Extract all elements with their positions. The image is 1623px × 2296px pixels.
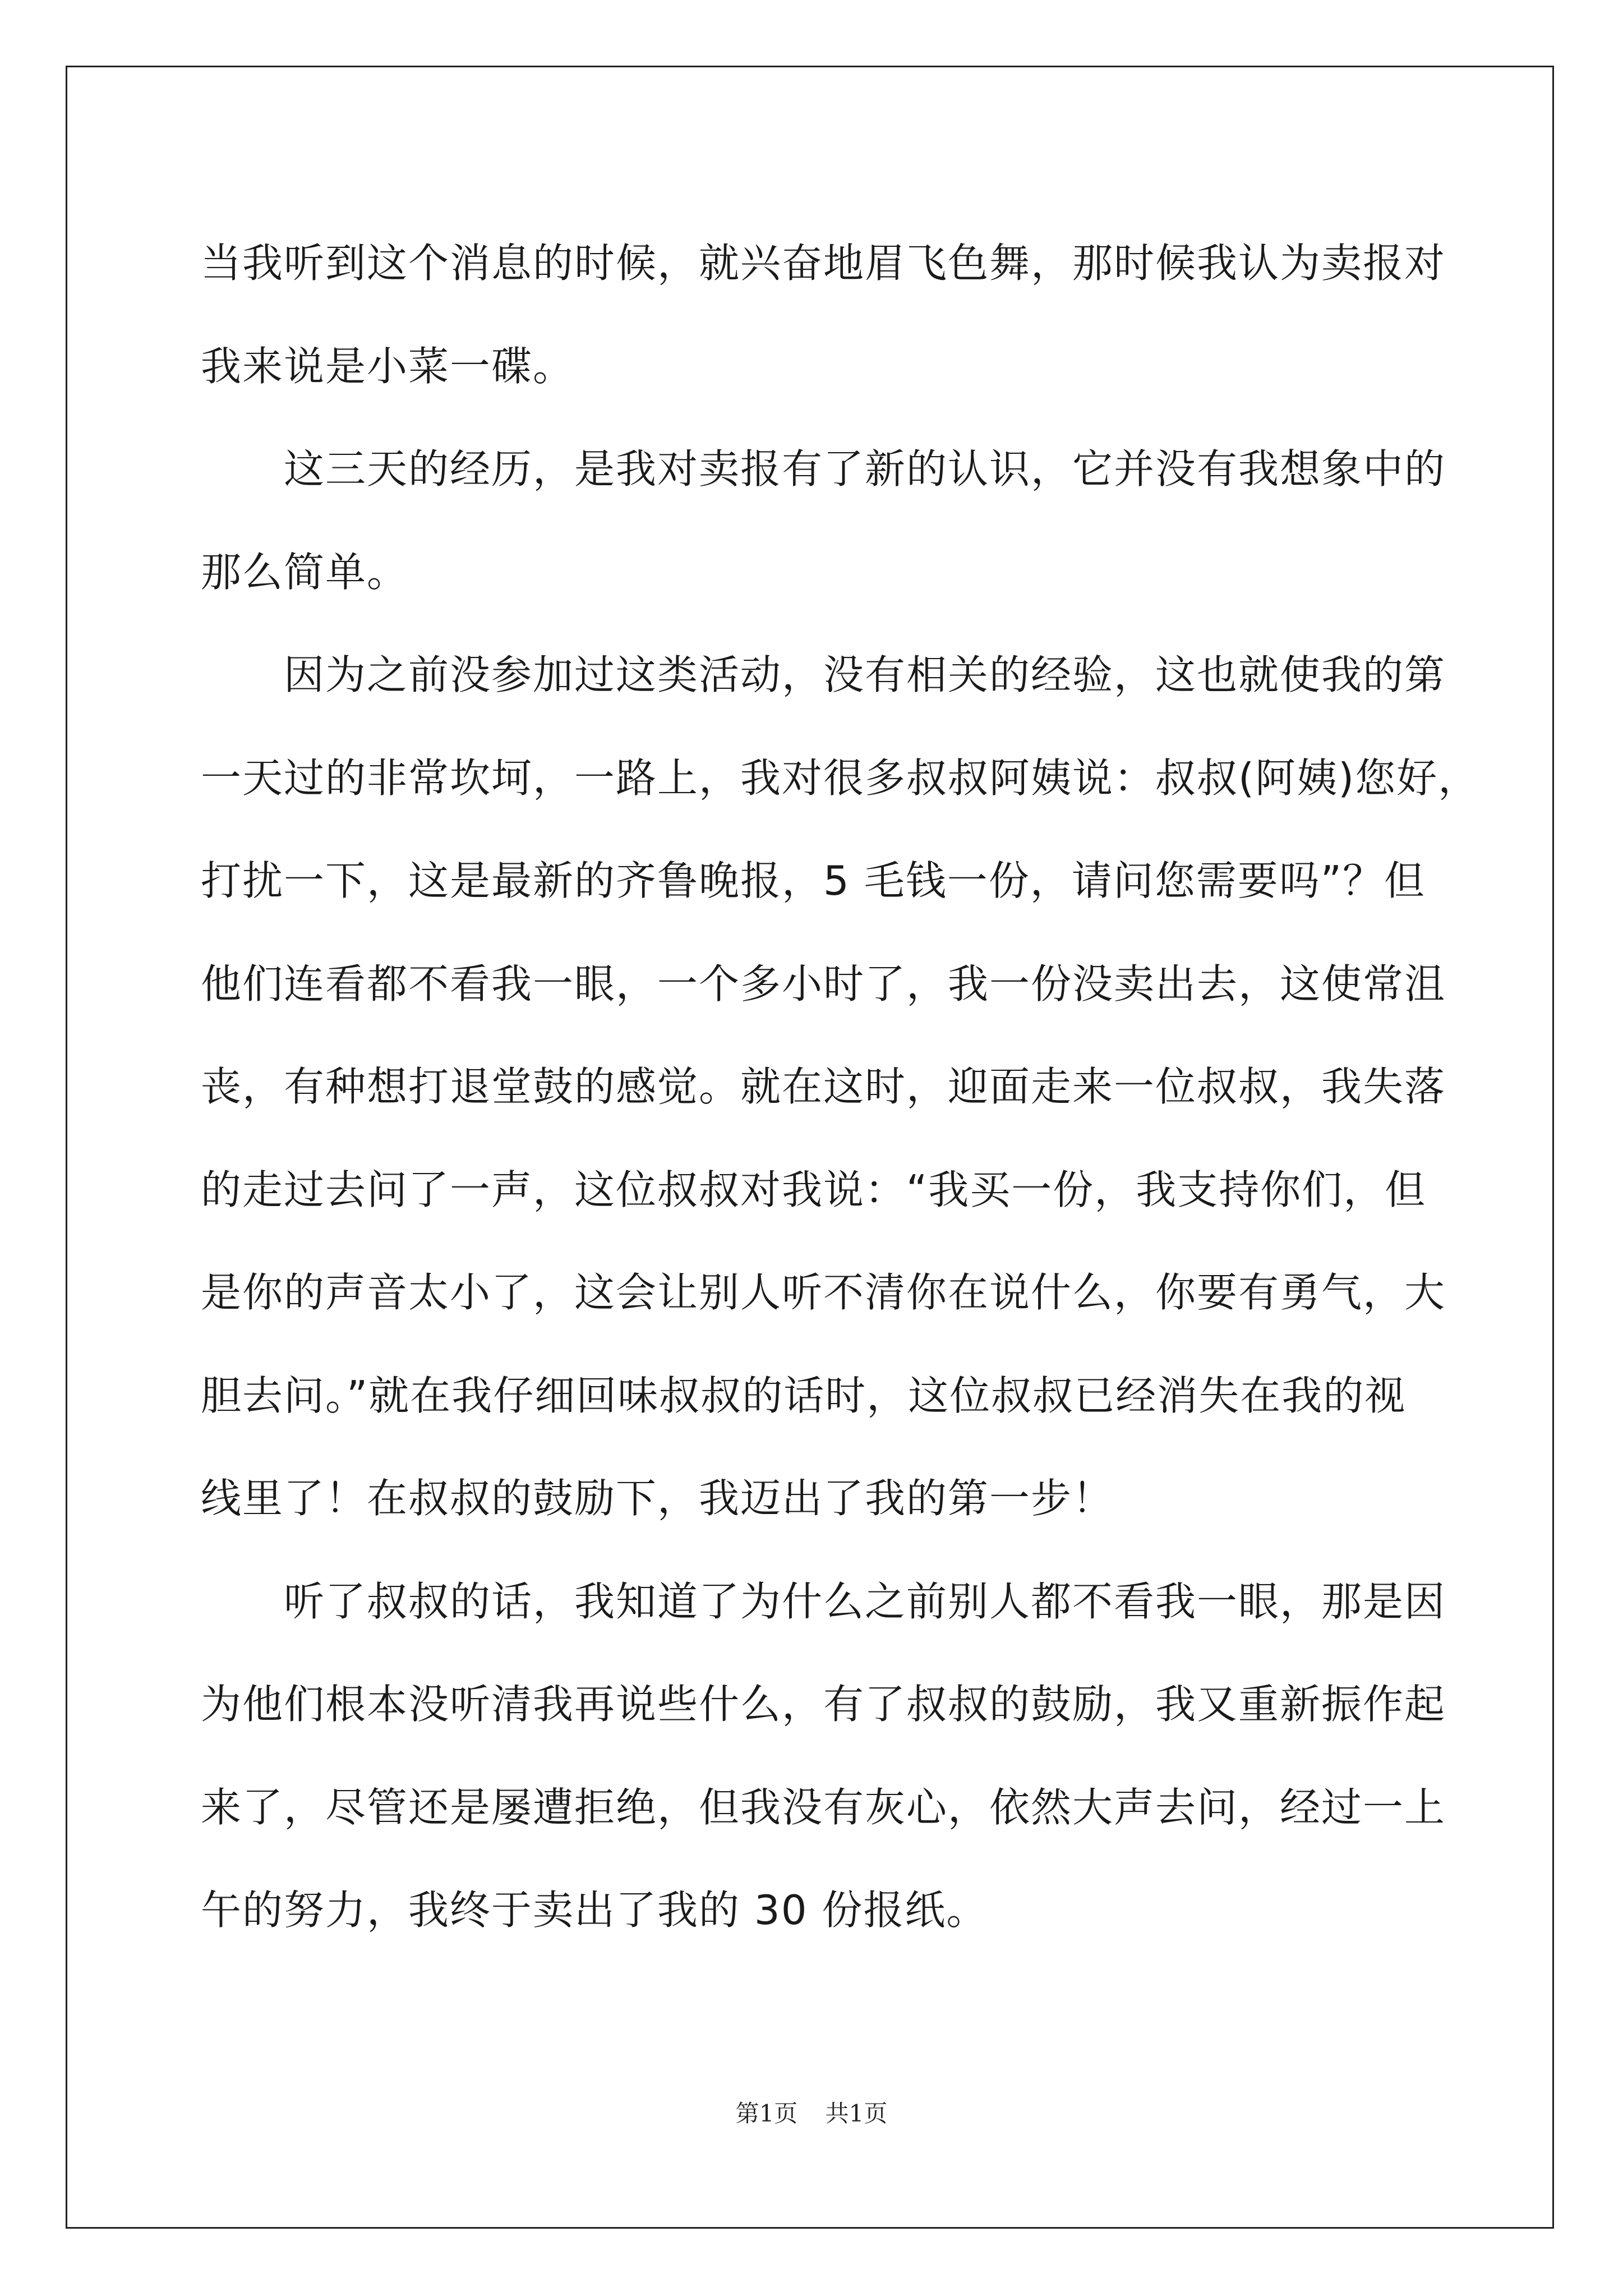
text-line: 当我听到这个消息的时候，就兴奋地眉飞色舞，那时候我认为卖报对 xyxy=(201,240,1446,287)
paragraph-start-line: 这三天的经历，是我对卖报有了新的认识，它并没有我想象中的 xyxy=(284,445,1446,493)
page-footer xyxy=(0,2095,1623,2129)
text-line: 的走过去问了一声，这位叔叔对我说：“我买一份，我支持你们，但 xyxy=(201,1166,1427,1213)
text-line: 我来说是小菜一碟。 xyxy=(201,342,575,390)
text-line: 是你的声音太小了，这会让别人听不清你在说什么，你要有勇气，大 xyxy=(201,1269,1446,1316)
page-number: 第1页 xyxy=(735,2100,798,2127)
text-line: 来了，尽管还是屡遭拒绝，但我没有灰心，依然大声去问，经过一上 xyxy=(201,1783,1446,1831)
text-line: 打扰一下，这是最新的齐鲁晚报，5 毛钱一份，请问您需要吗”？但 xyxy=(201,857,1426,904)
text-line: 为他们根本没听清我再说些什么，有了叔叔的鼓励，我又重新振作起 xyxy=(201,1681,1446,1728)
text-line: 一天过的非常坎坷，一路上，我对很多叔叔阿姨说：叔叔(阿姨)您好， xyxy=(201,754,1480,802)
page-total: 共1页 xyxy=(825,2100,888,2127)
text-line: 线里了！在叔叔的鼓励下，我迈出了我的第一步！ xyxy=(201,1475,1114,1522)
paragraph-start-line: 因为之前没参加过这类活动，没有相关的经验，这也就使我的第 xyxy=(284,651,1446,698)
document-body xyxy=(201,212,1480,1962)
text-line: 丧，有种想打退堂鼓的感觉。就在这时，迎面走来一位叔叔，我失落 xyxy=(201,1063,1446,1110)
paragraph-start-line: 听了叔叔的话，我知道了为什么之前别人都不看我一眼，那是因 xyxy=(284,1577,1446,1625)
text-line: 那么简单。 xyxy=(201,548,409,596)
text-line: 他们连看都不看我一眼，一个多小时了，我一份没卖出去，这使常沮 xyxy=(201,960,1446,1007)
text-line: 胆去问。”就在我仔细回味叔叔的话时，这位叔叔已经消失在我的视 xyxy=(201,1372,1407,1419)
text-line: 午的努力，我终于卖出了我的 30 份报纸。 xyxy=(201,1887,988,1934)
